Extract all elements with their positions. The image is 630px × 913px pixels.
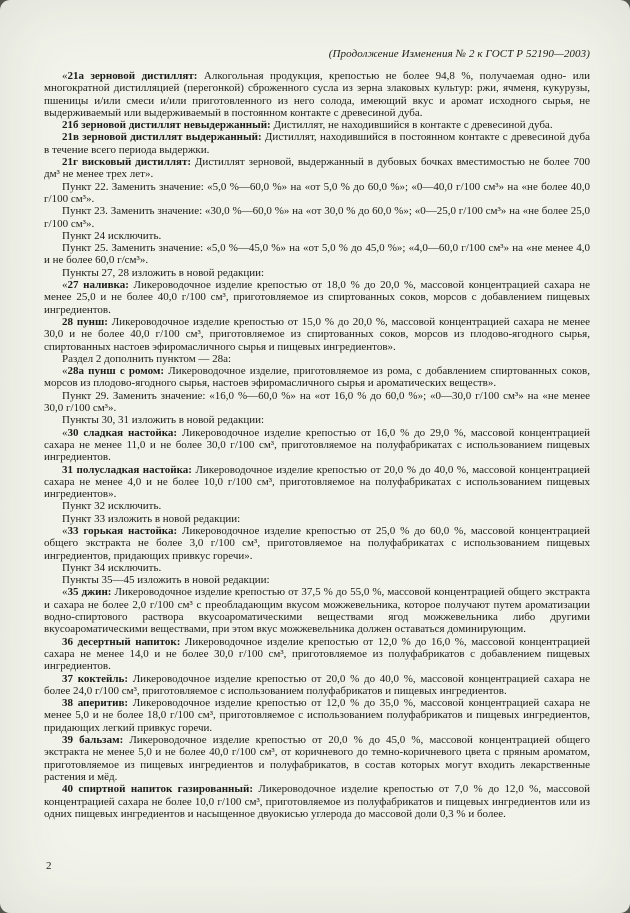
body-text: «: [62, 279, 68, 292]
term-bold-text: 31 полусладкая настойка:: [62, 463, 192, 476]
body-text: Ликероводочное изделие, приготовляемое из рома, с добавлением спиртованных соков, морсов из плодово-ягодного сырья, настоев эфиромасличного сырья и ароматических веществ».: [44, 365, 590, 390]
paragraph: [44, 390, 590, 415]
paragraph: [44, 427, 590, 464]
body-text: Ликероводочное изделие крепостью от 20,0 % до 45,0 %, массовой концентрацией общего экстракта не менее 5,0 и не более 40,0 г/100 см³, от коричневого до темно-коричневого цвета с пряным ароматом, приготовляемое из пищевых ингредиентов и полуфабрикатов, в состав которых могут входить лекарственные растения и мёд.: [44, 734, 590, 783]
body-text: «: [62, 586, 68, 599]
continuation-header: (Продолжение Изменения № 2 к ГОСТ Р 52190—2003): [328, 48, 590, 60]
term-bold-text: 21г висковый дистиллят:: [62, 156, 192, 169]
term-bold-text: 21в зерновой дистиллят выдержанный:: [62, 131, 262, 144]
body-text: Пункты 30, 31 изложить в новой редакции:: [62, 414, 265, 427]
body-text: Пункт 29. Заменить значение: «16,0 %—60,0 %» на «от 16,0 % до 60,0 %»; «0—30,0 г/100 см³» на «не менее 30,0 г/100 см³».: [44, 389, 590, 415]
term-bold-text: 27 наливка:: [67, 279, 129, 292]
paragraph: [44, 365, 590, 390]
term-bold-text: 30 сладкая настойка:: [67, 426, 178, 439]
body-text: Ликероводочное изделие крепостью от 16,0 % до 29,0 %, массовой концентрацией сахара не менее 11,0 и не более 30,0 г/100 см³, приготовляемое на полуфабрикатах с использованием пищевых ингредиентов.: [44, 426, 590, 464]
paragraph: [44, 525, 590, 562]
paragraph: [44, 156, 590, 181]
body-text: Ликероводочное изделие крепостью от 20,0 % до 40,0 %, массовой концентрацией сахара не менее 4,0 и не более 10,0 г/100 см³, приготовляемое на полуфабрикатах с использованием пищевых ингредиентов».: [44, 463, 590, 501]
paragraph: [44, 586, 590, 635]
term-bold-text: 38 аперитив:: [62, 697, 129, 710]
paragraph: [44, 205, 590, 230]
body-text: Ликероводочное изделие крепостью от 37,5 % до 55,0 %, массовой концентрацией общего экстракта и сахара не более 2,0 г/100 см³ с преобладающим вкусом можжевельника, которое получают путем ароматизации водно-спиртового раствора вкусоароматическими веществами ягод можжевельника либо другими вкусоароматическими веществами, при этом вкус можжевельника должен оставаться доминирующим.: [44, 586, 590, 636]
body-text: Дистиллят, находившийся в постоянном контакте с древесиной дуба в течение всего периода выдержки.: [44, 131, 590, 156]
term-bold-text: 21а зерновой дистиллят:: [67, 70, 198, 82]
term-bold-text: 40 спиртной напиток газированный:: [62, 783, 253, 796]
body-text: Пункты 35—45 изложить в новой редакции:: [62, 574, 270, 587]
term-bold-text: 35 джин:: [67, 586, 112, 599]
body-text: Ликероводочное изделие крепостью от 12,0 % до 16,0 %, массовой концентрацией сахара не менее 14,0 и не более 30,0 г/100 см³, приготовляемое из полуфабрикатов с добавлением пищевых ингредиентов.: [44, 635, 590, 673]
paragraph: [44, 131, 590, 156]
body-text: Ликероводочное изделие крепостью от 12,0 % до 35,0 %, массовой концентрацией сахара не менее 5,0 и не более 18,0 г/100 см³, приготовляемое с использованием полуфабрикатов и пищевых ингредиентов, придающих легкий привкус горечи.: [44, 697, 590, 734]
paragraph: [44, 500, 590, 512]
term-bold-text: 21б зерновой дистиллят невыдержанный:: [62, 119, 271, 132]
body-text: Пункт 32 исключить.: [62, 500, 162, 513]
paragraph: [44, 316, 590, 353]
document-body: [44, 70, 590, 865]
term-bold-text: 37 коктейль:: [62, 672, 129, 685]
body-text: Ликероводочное изделие крепостью от 25,0 % до 60,0 %, массовой концентрацией общего экстракта не более 3,0 г/100 см³, приготовляемое на полуфабрикатах с использованием пищевых ингредиентов, придающих привкус горечи».: [44, 524, 590, 562]
body-text: Пункт 24 исключить.: [62, 229, 162, 242]
paragraph: [44, 353, 590, 365]
paragraph: [44, 242, 590, 267]
paragraph: [44, 414, 590, 426]
paragraph: [44, 181, 590, 206]
body-text: Пункт 33 изложить в новой редакции:: [62, 512, 241, 525]
body-text: Ликероводочное изделие крепостью от 15,0 % до 20,0 %, массовой концентрацией сахара не менее 30,0 и не более 40,0 г/100 см³, приготовляемое из спиртованных соков, морсов из плодово-ягодного сырья, спиртованных настоев эфиромасличного сырья и пищевых ингредиентов».: [44, 315, 590, 353]
body-text: Пункт 22. Заменить значение: «5,0 %—60,0 %» на «от 5,0 % до 60,0 %»; «0—40,0 г/100 см³» на «не более 40,0 г/100 см³».: [44, 180, 590, 205]
paragraph: [44, 574, 590, 586]
paragraph: [44, 734, 590, 783]
paragraph: [44, 697, 590, 734]
paragraph: [44, 267, 590, 279]
body-text: «: [62, 426, 68, 439]
term-bold-text: 28 пунш:: [62, 315, 108, 328]
paragraph: [44, 119, 590, 131]
paragraph: [44, 230, 590, 242]
body-text: «: [62, 524, 68, 537]
paragraph: [44, 636, 590, 673]
body-text: «: [62, 70, 68, 82]
page-number: 2: [46, 860, 52, 872]
body-text: Дистиллят, не находившийся в контакте с древесиной дуба.: [270, 119, 553, 132]
body-text: Дистиллят зерновой, выдержанный в дубовых бочках вместимостью не более 700 дм³ не менее трех лет».: [44, 156, 590, 181]
paragraph: [44, 673, 590, 698]
term-bold-text: 39 бальзам:: [62, 734, 124, 747]
body-text: Ликероводочное изделие крепостью от 7,0 % до 12,0 %, массовой концентрацией сахара не более 10,0 г/100 см³, приготовляемое из полуфабрикатов и пищевых ингредиентов или из одних пищевых ингредиентов и насыщенное двуокисью углерода до массовой доли 0,3 % и более.: [44, 783, 590, 820]
body-text: «: [62, 365, 68, 378]
body-text: Ликероводочное изделие крепостью от 18,0 % до 20,0 %, массовой концентрацией сахара не менее 25,0 и не более 40,0 г/100 см³, приготовляемое из спиртованных соков, морсов с добавлением пищевых ингредиентов.: [44, 279, 590, 316]
body-text: Пункт 34 исключить.: [62, 561, 162, 574]
term-bold-text: 33 горькая настойка:: [67, 524, 178, 537]
body-text: Ликероводочное изделие крепостью от 20,0 % до 40,0 %, массовой концентрацией сахара не более 24,0 г/100 см³, приготовляемое с использованием полуфабрикатов и пищевых ингредиентов.: [44, 672, 590, 697]
paragraph: [44, 279, 590, 316]
paragraph: [44, 783, 590, 820]
body-text: Пункты 27, 28 изложить в новой редакции:: [62, 266, 265, 279]
body-text: Пункт 25. Заменить значение: «5,0 %—45,0 %» на «от 5,0 % до 45,0 %»; «4,0—60,0 г/100 см³» на «не менее 4,0 и не более 60,0 г/см³».: [44, 242, 590, 267]
paragraph: [44, 513, 590, 525]
term-bold-text: 28а пунш с ромом:: [67, 365, 165, 378]
body-text: Алкогольная продукция, крепостью не более 94,8 %, получаемая одно- или многократной дистилляцией (перегонкой) сброженного сусла из зерна злаковых культур: ржи, ячменя, кукурузы, пшеницы и/или смеси и/или приготовленного из него солода, имеющий вкус и аромат исходного сырья, не выдерживаемый или выдерживаемый в постоянном контакте с древесиной дуба.: [44, 70, 590, 119]
paragraph: [44, 70, 590, 119]
term-bold-text: 36 десертный напиток:: [62, 635, 181, 648]
body-text: Пункт 23. Заменить значение: «30,0 %—60,0 %» на «от 30,0 % до 60,0 %»; «0—25,0 г/100 см³» на «не более 25,0 г/100 см³».: [44, 205, 590, 230]
paragraph: [44, 464, 590, 501]
body-text: Раздел 2 дополнить пунктом — 28а:: [62, 352, 232, 365]
paragraph: [44, 562, 590, 574]
